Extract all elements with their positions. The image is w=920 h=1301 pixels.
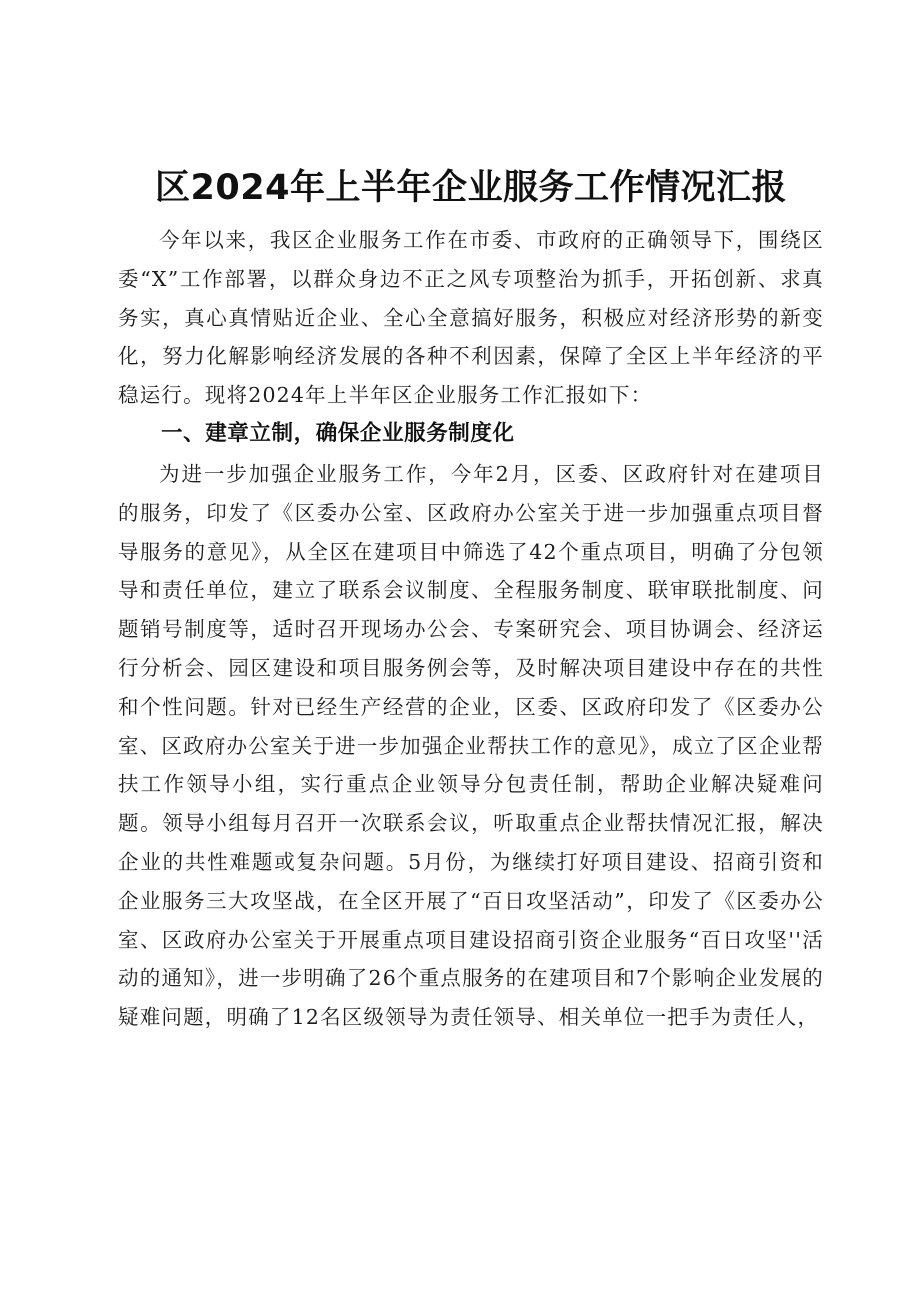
section-1-heading: 一、建章立制，确保企业服务制度化 (161, 420, 515, 446)
document-body (118, 162, 824, 1037)
intro-paragraph: 今年以来，我区企业服务工作在市委、市政府的正确领导下，围绕区委“X”工作部署，以群众身边不正之风专项整治为抓手，开拓创新、求真务实，真心真情贴近企业、全心全意搞好服务，积极应对经济形势的新变化，努力化解影响经济发展的各种不利因素，保障了全区上半年经济的平稳运行。现将2024年上半年区企业服务工作汇报如下： (118, 228, 824, 408)
document-title: 区2024年上半年企业服务工作情况汇报 (155, 168, 787, 208)
section-1-paragraph: 为进一步加强企业服务工作，今年2月，区委、区政府针对在建项目的服务，印发了《区委办公室、区政府办公室关于进一步加强重点项目督导服务的意见》，从全区在建项目中筛选了42个重点项目，明确了分包领导和责任单位，建立了联系会议制度、全程服务制度、联审联批制度、问题销号制度等，适时召开现场办公会、专案研究会、项目协调会、经济运行分析会、园区建设和项目服务例会等，及时解决项目建设中存在的共性和个性问题。针对已经生产经营的企业，区委、区政府印发了《区委办公室、区政府办公室关于进一步加强企业帮扶工作的意见》，成立了区企业帮扶工作领导小组，实行重点企业领导分包责任制，帮助企业解决疑难问题。领导小组每月召开一次联系会议，听取重点企业帮扶情况汇报，解决企业的共性难题或复杂问题。5月份，为继续打好项目建设、招商引资和企业服务三大攻坚战，在全区开展了“百日攻坚活动”，印发了《区委办公室、区政府办公室关于开展重点项目建设招商引资企业服务“百日攻坚''活动的通知》，进一步明确了26个重点服务的在建项目和7个影响企业发展的疑难问题，明确了12名区级领导为责任领导、相关单位一把手为责任人， (118, 461, 824, 1030)
